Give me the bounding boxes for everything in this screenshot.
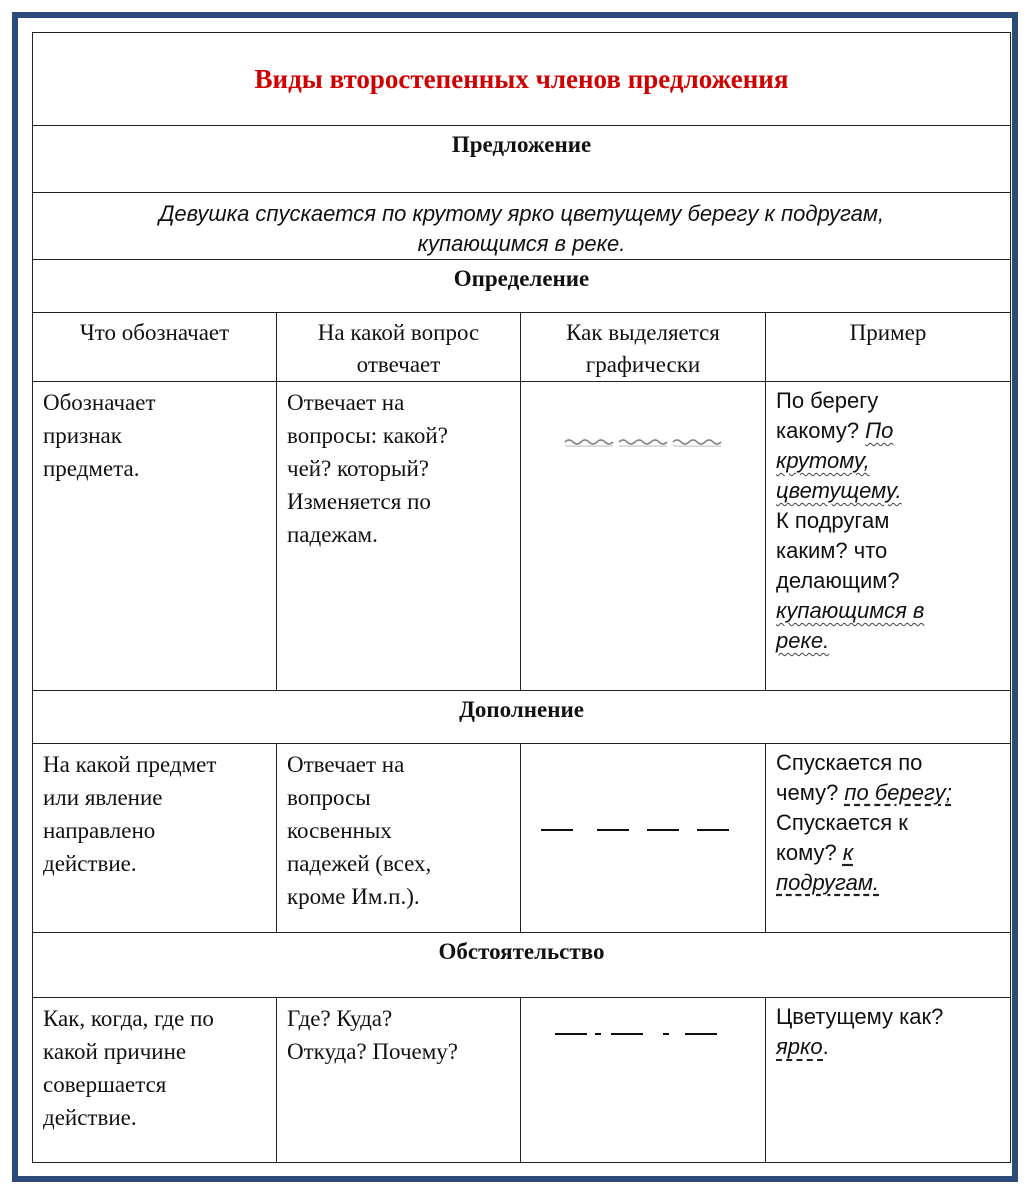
adv-ex-l1: Цветущему как? <box>776 1004 944 1029</box>
col-header-question-l1: На какой вопрос <box>317 320 480 345</box>
object-meaning-l2: или явление <box>43 785 163 810</box>
adverbial-questions-l1: Где? Куда? <box>287 1006 393 1031</box>
definition-questions <box>277 382 521 691</box>
def-ex-l2a: какому? <box>776 418 866 443</box>
definition-graphic <box>521 382 766 691</box>
adverbial-meaning-l2: какой причине <box>43 1039 187 1064</box>
definition-questions-l5: падежам. <box>287 522 378 547</box>
obj-ex-l2 <box>776 778 1004 808</box>
sentence-header: Предложение <box>33 126 1011 193</box>
adverbial-meaning <box>33 998 277 1163</box>
definition-header: Определение <box>33 260 1011 313</box>
object-header: Дополнение <box>33 691 1011 744</box>
col-header-question-l2: отвечает <box>356 352 441 377</box>
def-ex-l3: крутому, <box>776 448 870 473</box>
obj-ex-l2a: чему? <box>776 780 845 805</box>
object-questions-l2: вопросы <box>287 785 371 810</box>
col-header-graphic-l2: графически <box>585 352 701 377</box>
adverbial-meaning-l3: совершается <box>43 1072 167 1097</box>
obj-ex-l3: Спускается к <box>776 810 908 835</box>
definition-meaning-l2: признак <box>43 423 122 448</box>
obj-ex-l2b: по берегу; <box>844 780 952 805</box>
object-meaning-l4: действие. <box>43 851 137 876</box>
object-meaning-l1: На какой предмет <box>43 752 217 777</box>
object-questions-l1: Отвечает на <box>287 752 405 777</box>
definition-questions-l4: Изменяется по <box>287 489 431 514</box>
obj-ex-l5: подругам. <box>776 870 880 895</box>
definition-questions-l1: Отвечает на <box>287 390 405 415</box>
definition-questions-l2: вопросы: какой? <box>287 423 448 448</box>
adv-ex-l2b: . <box>822 1034 829 1059</box>
col-header-graphic-l1: Как выделяется <box>566 320 720 345</box>
wavy-line-graphic <box>521 382 765 502</box>
adv-ex-l2 <box>776 1032 1004 1062</box>
def-ex-l5: К подругам <box>776 508 890 533</box>
obj-ex-l1: Спускается по <box>776 750 923 775</box>
adverbial-meaning-l4: действие. <box>43 1105 137 1130</box>
def-ex-l6: каким? что <box>776 538 888 563</box>
object-example <box>766 744 1011 933</box>
obj-ex-l4a: кому? <box>776 840 843 865</box>
example-sentence <box>33 193 1011 260</box>
definition-questions-l3: чей? который? <box>287 456 429 481</box>
object-questions-l4: падежей (всех, <box>287 851 432 876</box>
sentence-line-2: купающимся в реке. <box>417 231 626 256</box>
dashed-line-graphic <box>521 744 765 864</box>
def-ex-l4: цветущему. <box>776 478 902 503</box>
def-ex-l1: По берегу <box>776 388 879 413</box>
col-header-example: Пример <box>766 313 1011 382</box>
object-questions-l5: кроме Им.п.). <box>287 884 420 909</box>
adverbial-graphic <box>521 998 766 1163</box>
object-graphic <box>521 744 766 933</box>
dash-dot-line-graphic <box>521 998 765 1078</box>
page-title: Виды второстепенных членов предложения <box>33 33 1011 126</box>
adverbial-example <box>766 998 1011 1163</box>
sentence-line-1: Девушка спускается по крутому ярко цветущему берегу к подругам, <box>158 201 885 226</box>
def-ex-l9: реке. <box>776 628 830 653</box>
def-ex-l7: делающим? <box>776 568 900 593</box>
object-questions <box>277 744 521 933</box>
object-questions-l3: косвенных <box>287 818 392 843</box>
definition-meaning <box>33 382 277 691</box>
adverbial-header: Обстоятельство <box>33 933 1011 998</box>
col-header-graphic <box>521 313 766 382</box>
object-meaning <box>33 744 277 933</box>
adverbial-meaning-l1: Как, когда, где по <box>43 1006 214 1031</box>
adv-ex-l2a: ярко <box>776 1034 823 1059</box>
definition-meaning-l3: предмета. <box>43 456 140 481</box>
definition-meaning-l1: Обозначает <box>43 390 156 415</box>
page-frame <box>12 12 1018 1182</box>
adverbial-questions-l2: Откуда? Почему? <box>287 1039 458 1064</box>
def-ex-l2b: По <box>865 418 894 443</box>
obj-ex-l4b: к <box>842 840 854 865</box>
col-header-meaning: Что обозначает <box>33 313 277 382</box>
members-table <box>32 32 1011 1163</box>
col-header-question <box>277 313 521 382</box>
object-meaning-l3: направлено <box>43 818 156 843</box>
def-ex-l2 <box>776 416 1004 446</box>
adverbial-questions <box>277 998 521 1163</box>
definition-example <box>766 382 1011 691</box>
obj-ex-l4 <box>776 838 1004 868</box>
def-ex-l8: купающимся в <box>776 598 925 623</box>
